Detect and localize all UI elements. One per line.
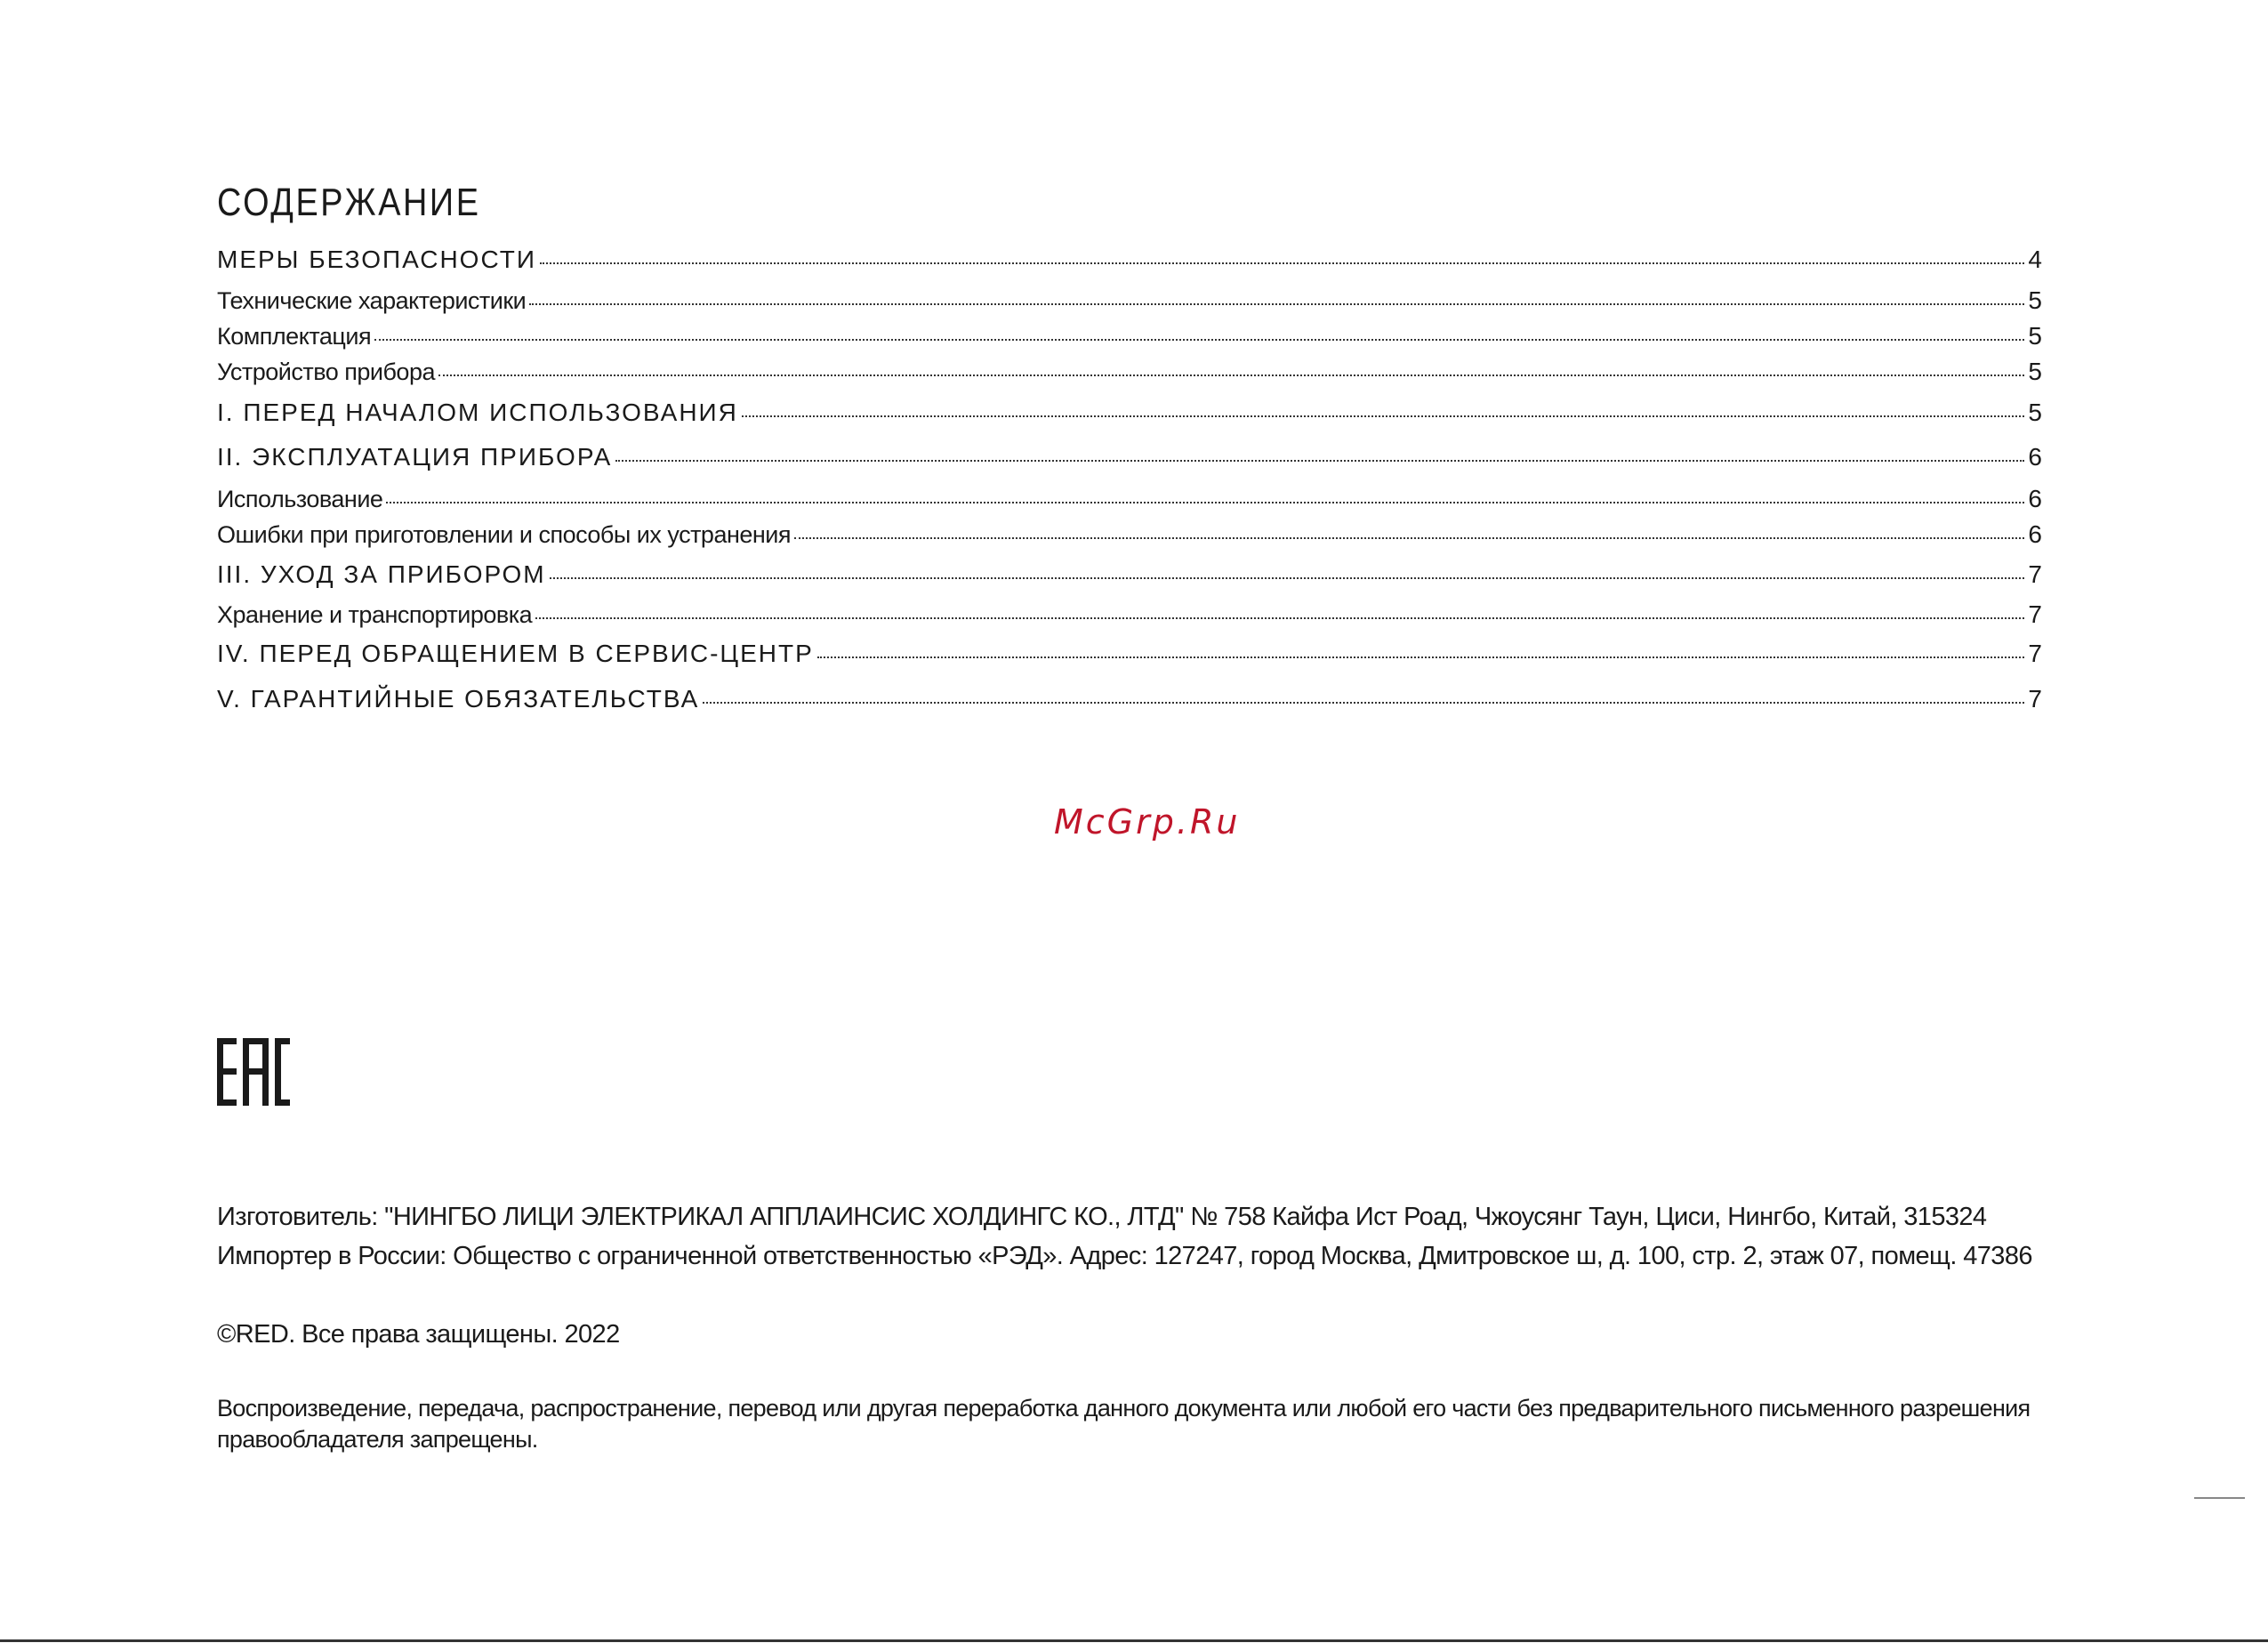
toc-page-number: 4 <box>2028 246 2042 273</box>
toc-entry-label: V. ГАРАНТИЙНЫЕ ОБЯЗАТЕЛЬСТВА <box>217 685 700 713</box>
toc-page-number: 7 <box>2028 685 2042 713</box>
copyright-notice: ©RED. Все права защищены. 2022 <box>217 1320 620 1349</box>
toc-page-number: 7 <box>2028 640 2042 667</box>
toc-page-number: 6 <box>2028 520 2042 548</box>
toc-dot-leader <box>529 303 2024 305</box>
toc-entry-label: Комплектация <box>217 323 372 350</box>
toc-entry <box>217 640 2042 668</box>
toc-dot-leader <box>817 656 2025 658</box>
toc-page-number: 6 <box>2028 485 2042 512</box>
toc-dot-leader <box>386 502 2024 503</box>
toc-entry-label: Ошибки при приготовлении и способы их устранения <box>217 521 792 548</box>
toc-dot-leader <box>550 577 2025 579</box>
toc-entry-label: Хранение и транспортировка <box>217 601 533 628</box>
toc-page-number: 5 <box>2028 358 2042 385</box>
toc-dot-leader <box>742 415 2025 417</box>
toc-page-number: 7 <box>2028 600 2042 628</box>
toc-entry <box>217 358 2042 386</box>
legal-notice: Воспроизведение, передача, распространение, перевод или другая переработка данного документа или любой его части без предварительного письменного разрешения правообладателя запрещены. <box>217 1395 2031 1453</box>
importer-info: Импортер в России: Общество с ограниченной ответственностью «РЭД». Адрес: 127247, город Москва, Дмитровское ш, д. 100, стр. 2, этаж 07, помещ. 47386 <box>217 1242 2032 1270</box>
toc-page-number: 5 <box>2028 322 2042 350</box>
watermark: McGrp.Ru <box>1054 802 1241 842</box>
toc-entry <box>217 399 2042 427</box>
toc-dot-leader <box>438 375 2024 376</box>
toc-title: СОДЕРЖАНИЕ <box>217 181 481 224</box>
bottom-border <box>0 1639 2268 1642</box>
toc-entry <box>217 485 2042 513</box>
toc-entry <box>217 520 2042 549</box>
toc-entry <box>217 600 2042 629</box>
toc-dot-leader <box>794 537 2024 539</box>
toc-entry <box>217 286 2042 315</box>
toc-entry-label: Устройство прибора <box>217 358 435 385</box>
toc-page-number: 6 <box>2028 443 2042 471</box>
toc-entry <box>217 685 2042 713</box>
toc-dot-leader <box>703 702 2024 704</box>
corner-divider <box>2194 1497 2245 1499</box>
toc-entry-label: Технические характеристики <box>217 287 527 314</box>
toc-entry-label: Использование <box>217 486 383 512</box>
toc-page-number: 7 <box>2028 560 2042 588</box>
toc-entry <box>217 560 2042 589</box>
toc-dot-leader <box>374 339 2024 341</box>
toc-dot-leader <box>535 617 2024 619</box>
toc-entry <box>217 322 2042 350</box>
toc-dot-leader <box>615 460 2024 462</box>
toc-page-number: 5 <box>2028 286 2042 314</box>
toc-dot-leader <box>540 262 2024 264</box>
toc-entry-label: МЕРЫ БЕЗОПАСНОСТИ <box>217 246 536 273</box>
manufacturer-info: Изготовитель: "НИНГБО ЛИЦИ ЭЛЕКТРИКАЛ АППЛАИНСИС ХОЛДИНГС КО., ЛТД" № 758 Кайфа Ист Роад, Чжоусянг Таун, Циси, Нингбо, Китай, 315324 <box>217 1203 1987 1231</box>
toc-entry-label: II. ЭКСПЛУАТАЦИЯ ПРИБОРА <box>217 443 613 471</box>
toc-entry <box>217 443 2042 471</box>
eac-mark-icon <box>217 1038 290 1106</box>
toc-entry-label: I. ПЕРЕД НАЧАЛОМ ИСПОЛЬЗОВАНИЯ <box>217 399 738 426</box>
toc-entry-label: III. УХОД ЗА ПРИБОРОМ <box>217 560 546 588</box>
toc-entry <box>217 246 2042 274</box>
toc-entry-label: IV. ПЕРЕД ОБРАЩЕНИЕМ В СЕРВИС-ЦЕНТР <box>217 640 814 667</box>
toc-page-number: 5 <box>2028 399 2042 426</box>
